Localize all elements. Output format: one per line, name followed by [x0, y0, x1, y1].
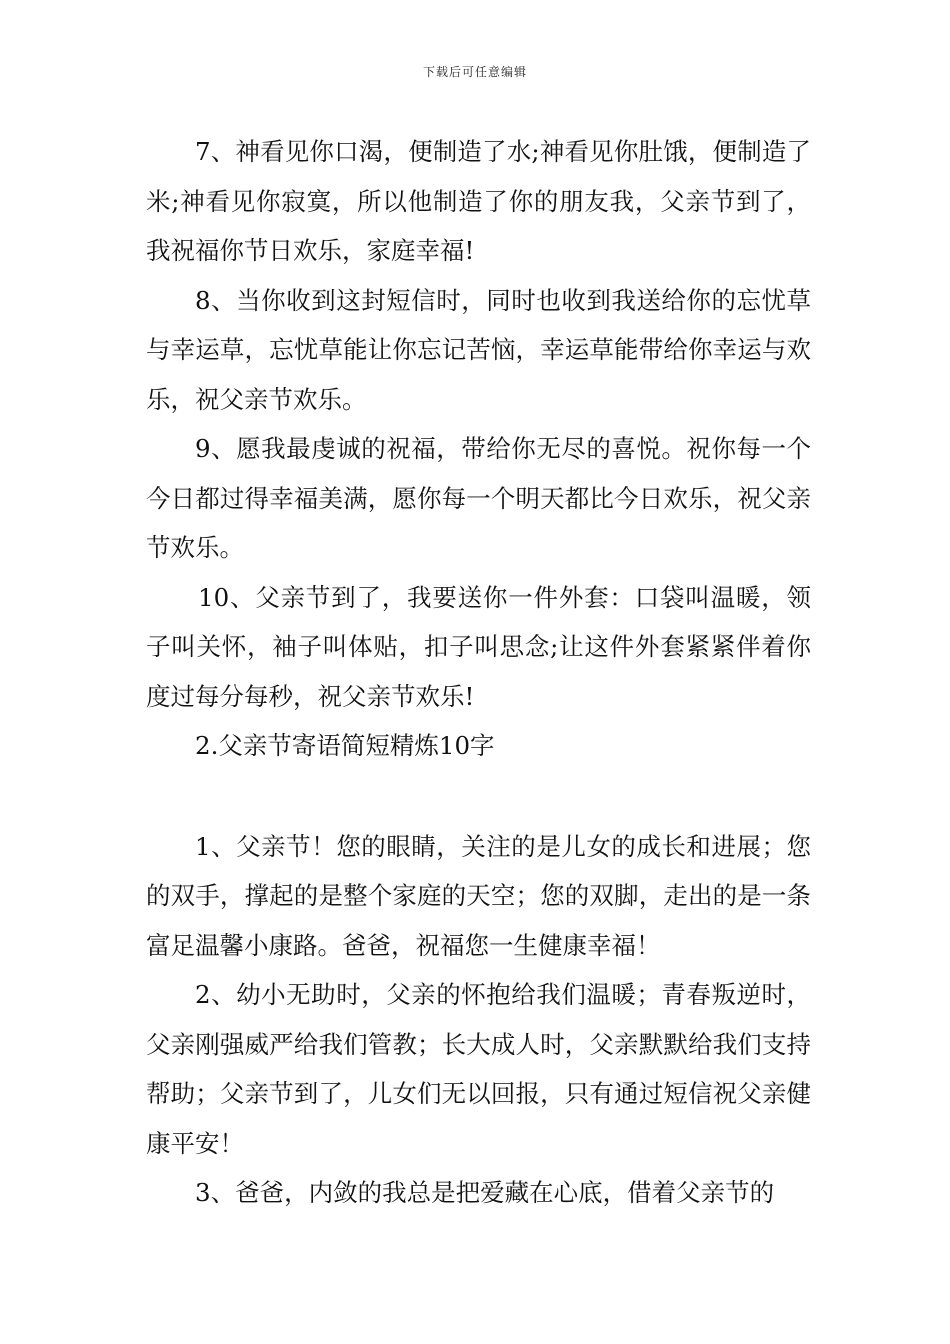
paragraph-item-7: 7、神看见你口渴，便制造了水;神看见你肚饿，便制造了米;神看见你寂寞，所以他制造了你的朋友我，父亲节到了，我祝福你节日欢乐，家庭幸福!: [146, 137, 811, 265]
paragraph-item-3: 3、爸爸，内敛的我总是把爱藏在心底，借着父亲节的: [195, 1178, 775, 1207]
paragraph-item-8: 8、当你收到这封短信时，同时也收到我送给你的忘忧草与幸运草，忘忧草能让你忘记苦恼，幸运草能带给你幸运与欢乐，祝父亲节欢乐。: [146, 285, 811, 414]
section-heading: 2.父亲节寄语简短精炼10字: [195, 731, 495, 760]
page-header: 下载后可任意编辑: [422, 65, 527, 79]
paragraph-item-2: 2、幼小无助时，父亲的怀抱给我们温暖；青春叛逆时，父亲刚强威严给我们管教；长大成人时，父亲默默给我们支持帮助；父亲节到了，儿女们无以回报，只有通过短信祝父亲健康平安！: [146, 980, 811, 1158]
paragraph-item-9: 9、愿我最虔诚的祝福，带给你无尽的喜悦。祝你每一个今日都过得幸福美满，愿你每一个明天都比今日欢乐，祝父亲节欢乐。: [146, 434, 811, 562]
document-body: [146, 127, 811, 1218]
section-spacer: [146, 771, 811, 822]
paragraph-item-10: 10、父亲节到了，我要送你一件外套：口袋叫温暖，领子叫关怀，袖子叫体贴，扣子叫思念;让这件外套紧紧伴着你度过每分每秒，祝父亲节欢乐!: [146, 582, 811, 711]
paragraph-item-1: 1、父亲节！您的眼睛，关注的是儿女的成长和进展；您的双手，撑起的是整个家庭的天空；您的双脚，走出的是一条富足温馨小康路。爸爸，祝福您一生健康幸福！: [146, 831, 811, 960]
